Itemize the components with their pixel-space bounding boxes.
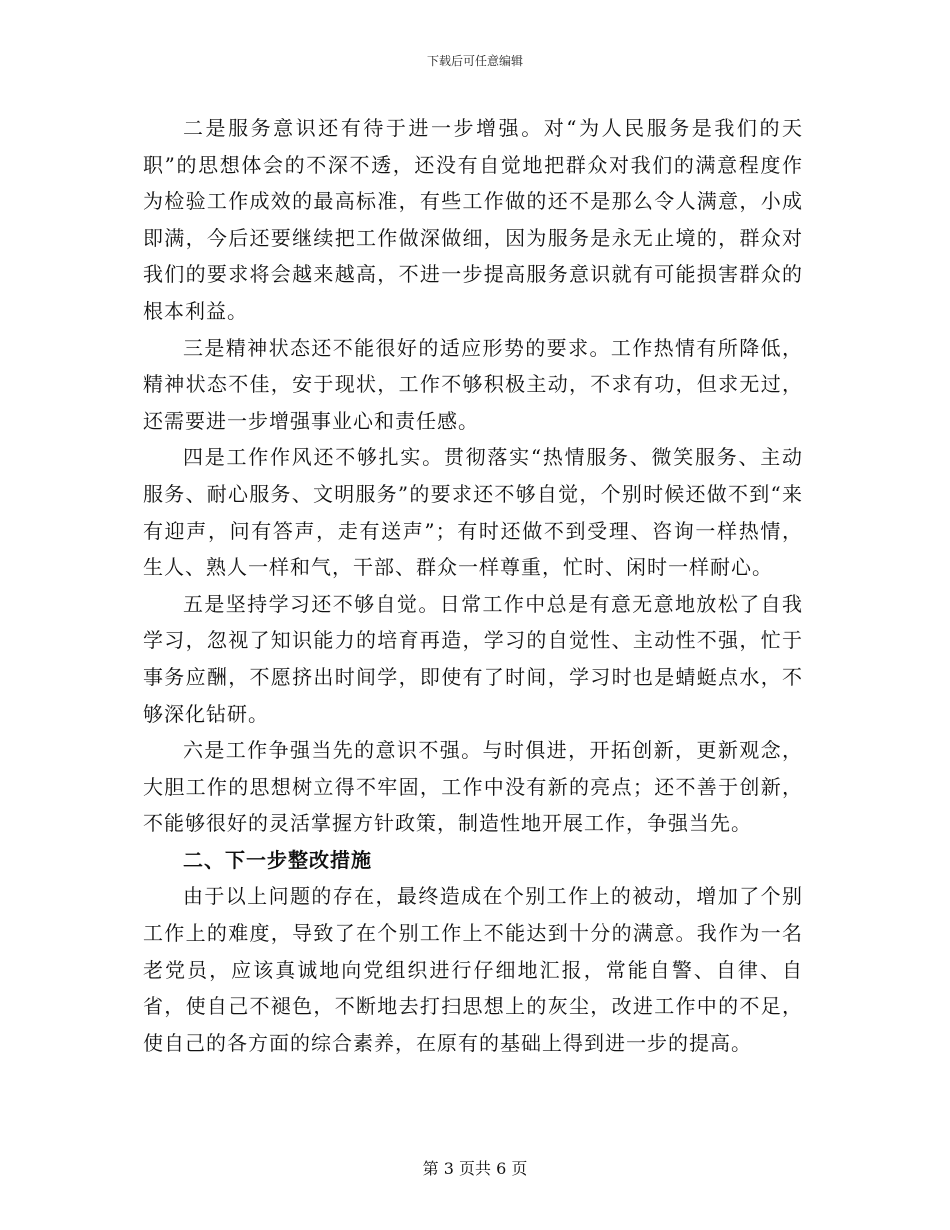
- section-heading: 二、下一步整改措施: [183, 847, 372, 872]
- page-footer: 第 3 页共 6 页: [422, 1159, 528, 1178]
- page-header: 下载后可任意编辑: [426, 54, 523, 68]
- paragraph-innovation: 六是工作争强当先的意识不强。与时俱进，开拓创新，更新观念，大胆工作的思想树立得不牢固，工作中没有新的亮点；还不善于创新，不能够很好的灵活掌握方针政策，制造性地开展工作，争强当先。: [143, 738, 803, 836]
- paragraph-service-awareness: 二是服务意识还有待于进一步增强。对“为人民服务是我们的天职”的思想体会的不深不透，还没有自觉地把群众对我们的满意程度作为检验工作成效的最高标准，有些工作做的还不是那么令人满意，小成即满，今后还要继续把工作做深做细，因为服务是永无止境的，群众对我们的要求将会越来越高，不进一步提高服务意识就有可能损害群众的根本利益。: [143, 116, 803, 323]
- paragraph-mental-state: 三是精神状态还不能很好的适应形势的要求。工作热情有所降低，精神状态不佳，安于现状，工作不够积极主动，不求有功，但求无过，还需要进一步增强事业心和责任感。: [143, 335, 803, 433]
- paragraph-work-style: 四是工作作风还不够扎实。贯彻落实“热情服务、微笑服务、主动服务、耐心服务、文明服务”的要求还不够自觉，个别时候还做不到“来有迎声，问有答声，走有送声”；有时还做不到受理、咨询一样热情，生人、熟人一样和气，干部、群众一样尊重，忙时、闲时一样耐心。: [143, 445, 803, 580]
- paragraph-study: 五是坚持学习还不够自觉。日常工作中总是有意无意地放松了自我学习，忽视了知识能力的培育再造，学习的自觉性、主动性不强，忙于事务应酬，不愿挤出时间学，即使有了时间，学习时也是蜻蜓点水，不够深化钻研。: [143, 591, 803, 726]
- paragraph-rectification: 由于以上问题的存在，最终造成在个别工作上的被动，增加了个别工作上的难度，导致了在个别工作上不能达到十分的满意。我作为一名老党员，应该真诚地向党组织进行仔细地汇报，常能自警、自律、自省，使自己不褪色，不断地去打扫思想上的灰尘，改进工作中的不足，使自己的各方面的综合素养，在原有的基础上得到进一步的提高。: [143, 884, 803, 1055]
- document-body: [143, 110, 803, 1061]
